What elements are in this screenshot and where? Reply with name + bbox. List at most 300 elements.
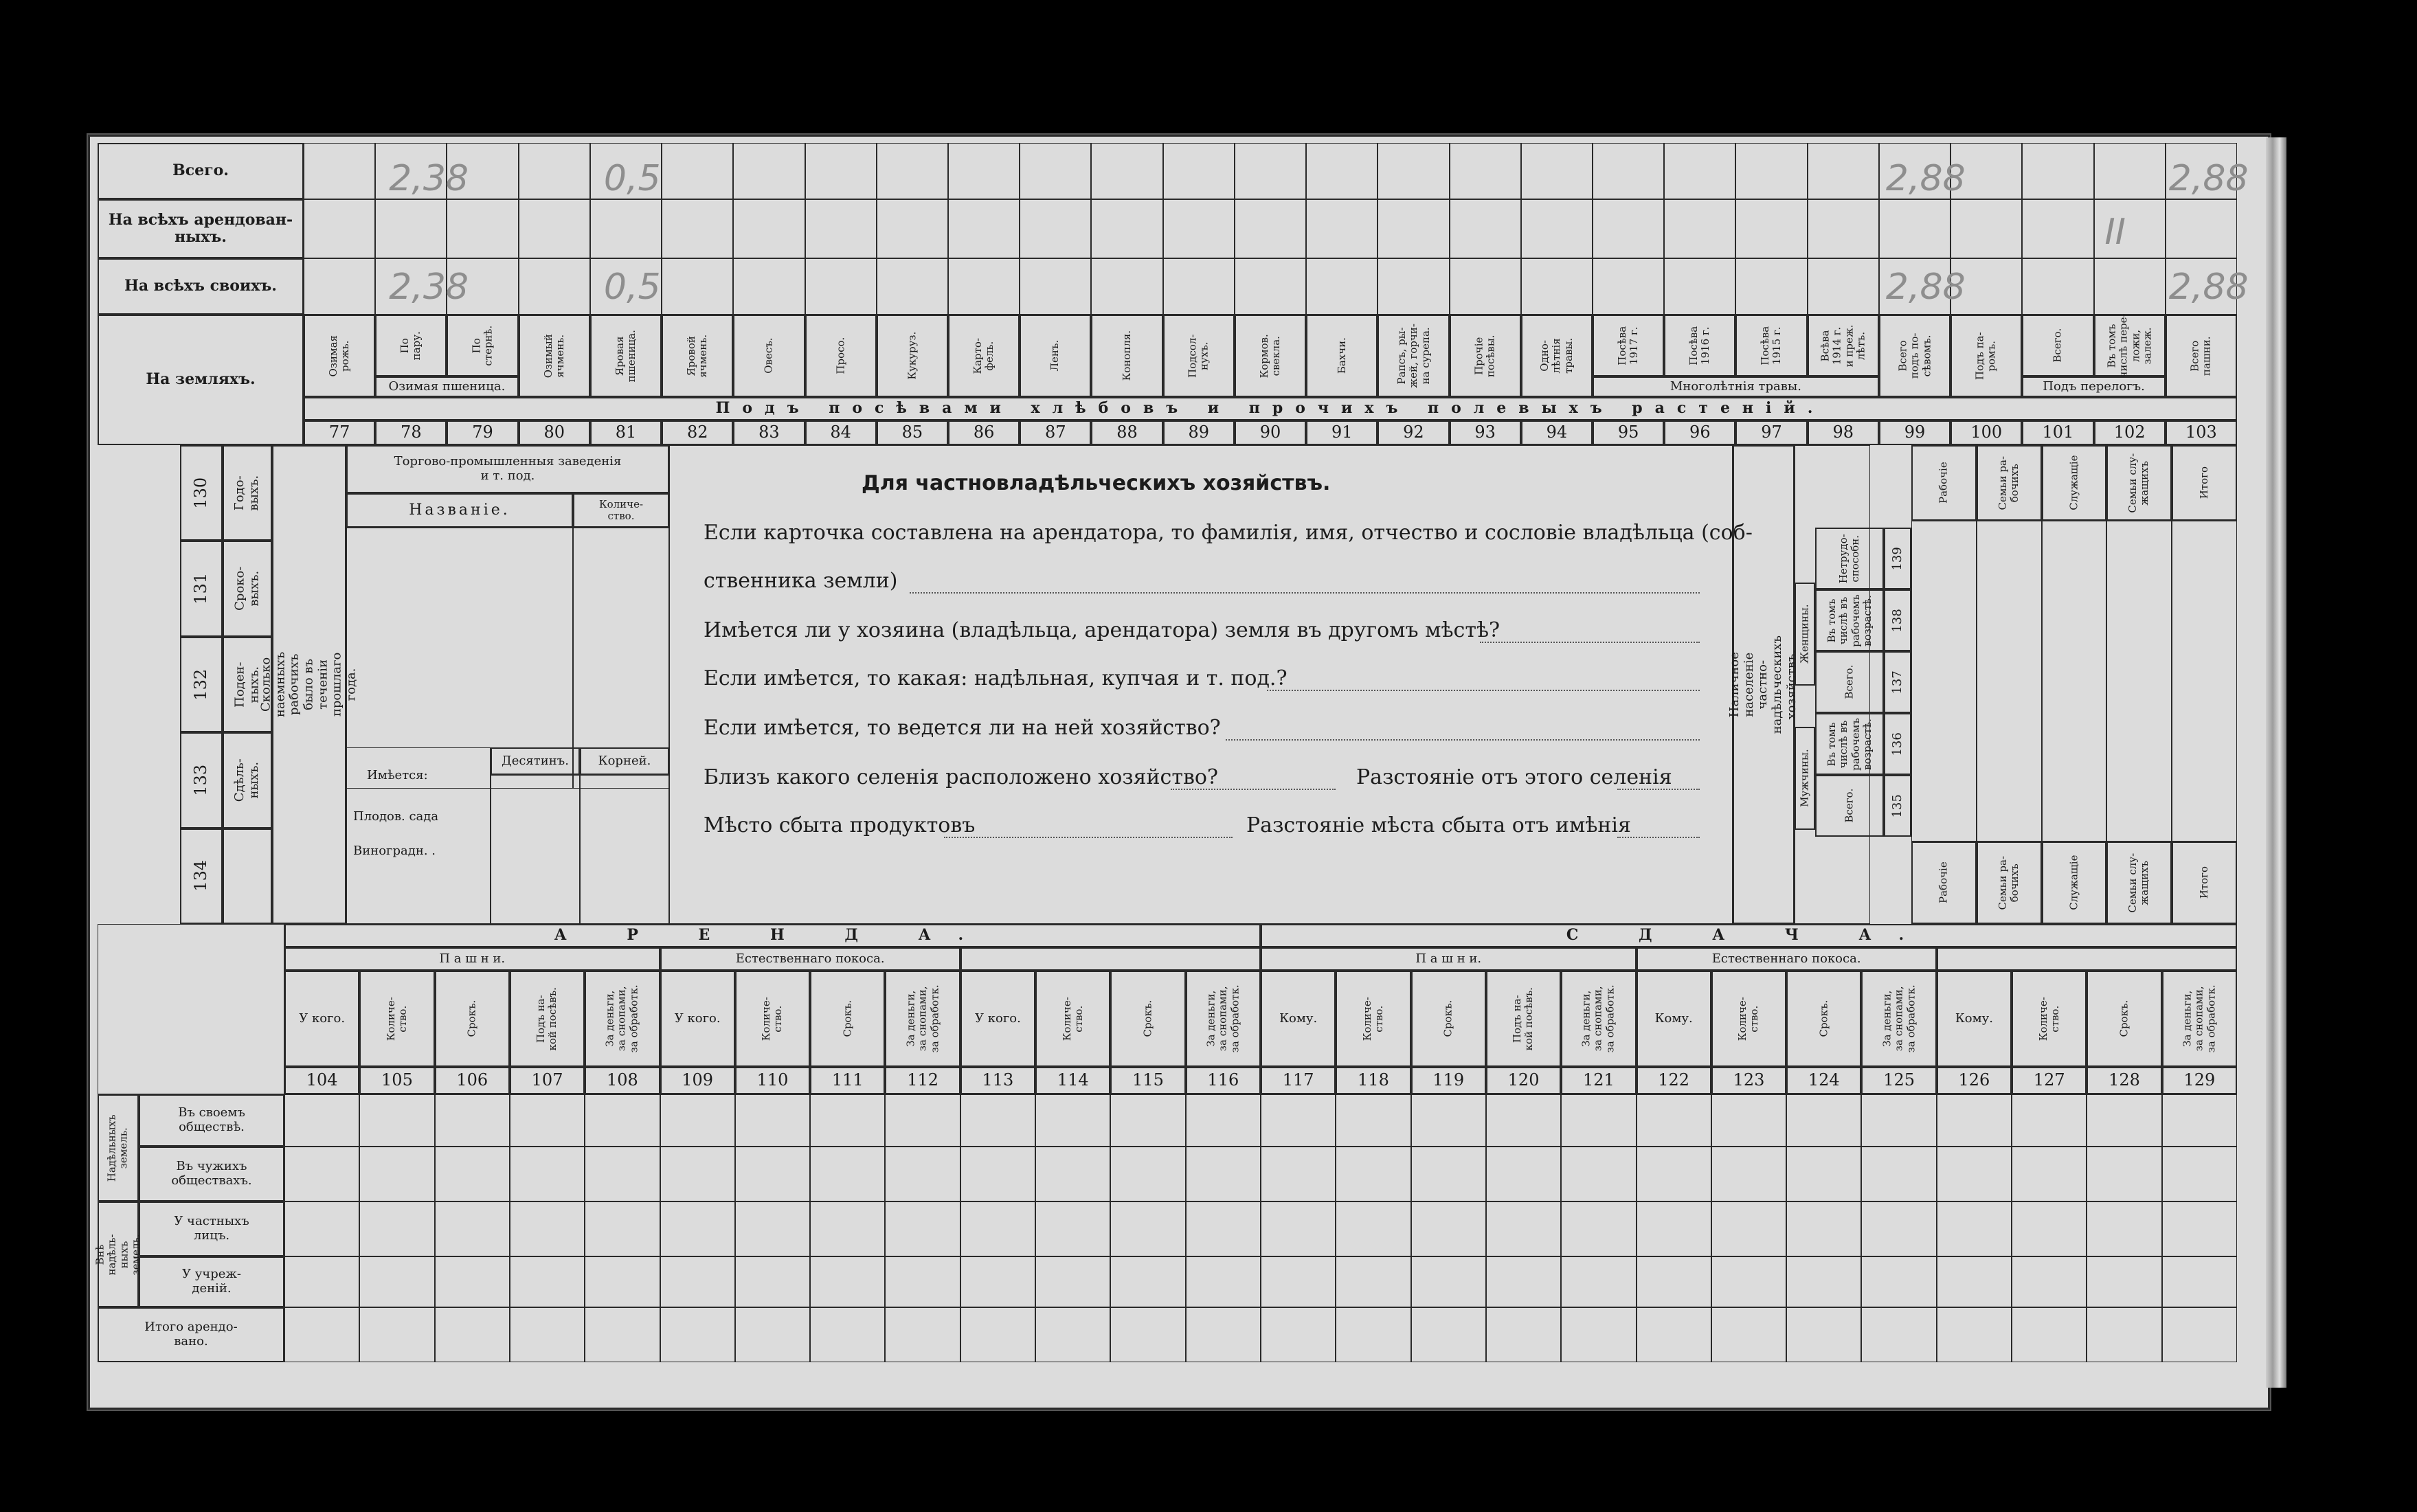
rent-column-number: 116	[1186, 1067, 1261, 1094]
right-col-footer: Рабочiе	[1911, 842, 1977, 924]
column-header: Посѣва 1917 г.	[1593, 315, 1664, 376]
rent-data-cell	[1711, 1147, 1786, 1201]
rent-column-header: Кому.	[1937, 971, 2012, 1067]
rent-data-cell	[1861, 1201, 1936, 1256]
right-col-footer: Семьи ра- бочихъ	[1977, 842, 2042, 924]
rent-data-cell	[1411, 1147, 1486, 1201]
handwritten-vsego-103: 2,88	[2168, 158, 2249, 199]
data-cell	[1306, 258, 1378, 315]
data-cell	[877, 143, 948, 199]
rent-data-cell	[735, 1201, 810, 1256]
data-cell	[2022, 143, 2093, 199]
rent-data-cell	[435, 1201, 510, 1256]
column-number: 93	[1450, 420, 1521, 445]
arenda-banner: А Р Е Н Д А.	[284, 924, 1261, 947]
distance-market-field[interactable]	[1617, 837, 1700, 838]
rent-data-cell	[1411, 1094, 1486, 1147]
sdacha-banner: С Д А Ч А.	[1261, 924, 2237, 947]
hired-label: Годо- выхъ.	[223, 445, 272, 541]
hired-number: 133	[180, 732, 223, 828]
rent-data-cell	[2012, 1201, 2087, 1256]
men-label: Мужчины.	[1795, 727, 1815, 830]
trade-qty-header: Количе- ство.	[573, 493, 669, 528]
rent-column-number: 127	[2012, 1067, 2087, 1094]
data-cell	[1521, 258, 1593, 315]
rent-column-header: Количе- ство.	[1035, 971, 1110, 1067]
data-cell	[519, 199, 590, 258]
data-cell	[590, 199, 662, 258]
rent-data-cell	[2162, 1201, 2237, 1256]
data-cell	[1378, 258, 1449, 315]
rent-data-cell	[1411, 1307, 1486, 1362]
other-land-field[interactable]	[1480, 642, 1700, 643]
column-header: Посѣва 1916 г.	[1664, 315, 1735, 376]
rent-column-number: 121	[1561, 1067, 1636, 1094]
rent-row-label: Итого арендо- вано.	[98, 1307, 284, 1362]
rent-column-number: 119	[1411, 1067, 1486, 1094]
column-header: Кормов. свекла.	[1235, 315, 1306, 397]
data-cell	[1664, 143, 1735, 199]
hired-number: 132	[180, 637, 223, 732]
rent-data-cell	[1786, 1256, 1861, 1307]
data-cell	[2094, 143, 2166, 199]
rent-column-header: Срокъ.	[1110, 971, 1185, 1067]
data-cell	[2022, 258, 2093, 315]
group-header: Естественнаго покоса.	[660, 947, 960, 971]
rent-column-number: 112	[885, 1067, 960, 1094]
rent-column-header: Срокъ.	[810, 971, 885, 1067]
rent-data-cell	[1035, 1201, 1110, 1256]
hired-number: 130	[180, 445, 223, 541]
rent-data-cell	[1861, 1147, 1936, 1201]
population-sub: Всего.	[1815, 775, 1884, 837]
rent-data-cell	[1035, 1307, 1110, 1362]
rent-data-cell	[1786, 1307, 1861, 1362]
banner-posevy: Подъ посѣвами хлѣбовъ и прочихъ полевыхъ растенiй.	[304, 397, 2237, 420]
rent-data-cell	[735, 1147, 810, 1201]
rent-data-cell	[1561, 1307, 1636, 1362]
handwritten-svoikh-99: 2,88	[1885, 267, 1966, 308]
rent-data-cell	[1261, 1201, 1336, 1256]
village-field[interactable]	[1171, 789, 1336, 790]
rent-data-cell	[885, 1307, 960, 1362]
rent-column-header: Количе- ство.	[359, 971, 434, 1067]
rent-data-cell	[1937, 1201, 2012, 1256]
population-number: 138	[1884, 589, 1911, 651]
data-cell	[877, 258, 948, 315]
rent-data-cell	[1637, 1201, 1711, 1256]
hired-number: 134	[180, 828, 223, 924]
right-col-header: Служащiе	[2042, 445, 2107, 521]
right-col-header: Итого	[2172, 445, 2237, 521]
rent-data-cell	[284, 1201, 359, 1256]
hired-caption: Сколько наемныхъ рабочихъ было въ теченiи прошлаго года.	[272, 445, 346, 924]
subheader-mnogoletnie: Многолѣтнiя травы.	[1593, 376, 1879, 397]
column-number: 83	[733, 420, 805, 445]
column-header: Всего.	[2022, 315, 2093, 376]
rent-column-header: Кому.	[1261, 971, 1336, 1067]
rent-column-header: Срокъ.	[2087, 971, 2161, 1067]
form-question: Если карточка составлена на арендатора, то фамилiя, имя, отчество и сословiе владѣльца (соб-	[704, 521, 1753, 545]
farm-field[interactable]	[1226, 739, 1700, 741]
data-cell	[1664, 258, 1735, 315]
rent-column-header: Срокъ.	[435, 971, 510, 1067]
rent-data-cell	[2012, 1307, 2087, 1362]
data-cell	[733, 143, 805, 199]
group-header: П а ш н и.	[284, 947, 660, 971]
rent-row-label: Въ своемъ обществѣ.	[139, 1094, 284, 1147]
data-cell	[1450, 143, 1521, 199]
vnenadel-label: Внѣ надѣль- ныхъ земель.	[98, 1201, 139, 1307]
data-cell	[1450, 199, 1521, 258]
column-number: 89	[1163, 420, 1235, 445]
right-col-cell	[1977, 521, 2042, 842]
data-cell	[1735, 199, 1807, 258]
rent-data-cell	[960, 1201, 1035, 1256]
rent-data-cell	[1110, 1201, 1185, 1256]
hired-number: 131	[180, 541, 223, 636]
data-cell	[1091, 258, 1162, 315]
rent-data-cell	[2012, 1256, 2087, 1307]
row-label: На всѣхъ арендован- ныхъ.	[98, 199, 304, 258]
rent-data-cell	[2087, 1256, 2161, 1307]
rent-data-cell	[1261, 1094, 1336, 1147]
rent-data-cell	[1035, 1147, 1110, 1201]
column-header: Рапсъ, ры- жей, горчи- на сурепа.	[1378, 315, 1449, 397]
rent-column-number: 113	[960, 1067, 1035, 1094]
column-number: 97	[1735, 420, 1807, 445]
rent-data-cell	[510, 1201, 585, 1256]
column-number: 92	[1378, 420, 1449, 445]
data-cell	[447, 199, 518, 258]
data-cell	[1735, 143, 1807, 199]
column-number: 99	[1879, 420, 1951, 445]
distance-village-label: Разстоянiе отъ этого селенiя	[1356, 765, 1672, 789]
rent-data-cell	[1937, 1094, 2012, 1147]
bottom-corner	[98, 924, 284, 1094]
rent-data-cell	[1937, 1307, 2012, 1362]
form-title: Для частновладѣльческихъ хозяйствъ.	[862, 471, 1331, 495]
rent-column-number: 129	[2162, 1067, 2237, 1094]
rent-data-cell	[1110, 1307, 1185, 1362]
column-number: 84	[805, 420, 877, 445]
rent-data-cell	[885, 1256, 960, 1307]
rent-data-cell	[1110, 1256, 1185, 1307]
rent-data-cell	[1186, 1307, 1261, 1362]
rent-data-cell	[1637, 1094, 1711, 1147]
imeetsya-label: Имѣется:	[367, 768, 428, 782]
rent-column-header: За деньги, за снопами, за обработк.	[1861, 971, 1936, 1067]
orchard-label: Плодов. сада	[353, 809, 439, 824]
data-cell	[1593, 199, 1664, 258]
rent-data-cell	[2162, 1094, 2237, 1147]
owner-field[interactable]	[910, 592, 1700, 594]
rent-column-header: За деньги, за снопами, за обработк.	[885, 971, 960, 1067]
rent-data-cell	[1336, 1147, 1410, 1201]
rent-data-cell	[1711, 1094, 1786, 1147]
column-number: 103	[2166, 420, 2237, 445]
rent-data-cell	[960, 1094, 1035, 1147]
form-question: Если имѣется, то ведется ли на ней хозяйство?	[704, 716, 1221, 740]
data-cell	[1664, 199, 1735, 258]
distance-market-label: Разстоянiе мѣста сбыта отъ имѣнiя	[1246, 813, 1631, 837]
column-header: Одно- лѣтнiя травы.	[1521, 315, 1593, 397]
rent-data-cell	[284, 1147, 359, 1201]
handwritten-svoikh-81: 0,5	[603, 267, 661, 308]
data-cell	[1735, 258, 1807, 315]
rent-column-number: 115	[1110, 1067, 1185, 1094]
rent-data-cell	[1336, 1201, 1410, 1256]
rent-data-cell	[1035, 1094, 1110, 1147]
column-header: По стернѣ.	[447, 315, 518, 376]
column-header: Конопля.	[1091, 315, 1162, 397]
rent-column-header: У кого.	[960, 971, 1035, 1067]
rent-data-cell	[1637, 1147, 1711, 1201]
group-header	[960, 947, 1261, 971]
data-cell	[805, 143, 877, 199]
data-cell	[1450, 258, 1521, 315]
rent-column-number: 117	[1261, 1067, 1336, 1094]
handwritten-mark: II	[2104, 212, 2126, 253]
rent-data-cell	[1261, 1147, 1336, 1201]
data-cell	[1235, 258, 1306, 315]
column-header: Въ томъ числѣ пере- ложи, залеж.	[2094, 315, 2166, 376]
rent-data-cell	[885, 1094, 960, 1147]
rent-data-cell	[585, 1094, 660, 1147]
data-cell	[1020, 199, 1091, 258]
rent-data-cell	[359, 1147, 434, 1201]
column-number: 91	[1306, 420, 1378, 445]
rent-column-header: Количе- ство.	[2012, 971, 2087, 1067]
data-cell	[1808, 143, 1879, 199]
column-number: 86	[948, 420, 1020, 445]
rent-data-cell	[1110, 1094, 1185, 1147]
rent-data-cell	[435, 1147, 510, 1201]
rent-column-header: За деньги, за снопами, за обработк.	[2162, 971, 2237, 1067]
rent-data-cell	[1336, 1307, 1410, 1362]
column-number: 98	[1808, 420, 1879, 445]
data-cell	[662, 199, 733, 258]
data-cell	[1235, 199, 1306, 258]
rent-row-label: Въ чужихъ обществахъ.	[139, 1147, 284, 1201]
rent-data-cell	[1561, 1256, 1636, 1307]
data-cell	[1951, 199, 2022, 258]
rent-data-cell	[810, 1201, 885, 1256]
rent-data-cell	[585, 1256, 660, 1307]
rent-data-cell	[1561, 1201, 1636, 1256]
rent-data-cell	[1411, 1256, 1486, 1307]
rent-column-header: Срокъ.	[1786, 971, 1861, 1067]
form-question: Если имѣется, то какая: надѣльная, купчая и т. под.?	[704, 666, 1288, 690]
column-number: 87	[1020, 420, 1091, 445]
data-cell	[1378, 199, 1449, 258]
hired-label	[223, 828, 272, 924]
population-sub: Всего.	[1815, 651, 1884, 713]
desyatin-cell	[491, 775, 580, 924]
rent-data-cell	[735, 1094, 810, 1147]
column-header: Ленъ.	[1020, 315, 1091, 397]
rent-column-number: 108	[585, 1067, 660, 1094]
trade-title: Торгово-промышленныя заведенiя и т. под.	[346, 445, 669, 493]
rent-data-cell	[885, 1147, 960, 1201]
hired-label: Сроко- выхъ.	[223, 541, 272, 636]
rent-data-cell	[510, 1307, 585, 1362]
rent-data-cell	[359, 1201, 434, 1256]
rent-data-cell	[435, 1256, 510, 1307]
column-number: 102	[2094, 420, 2166, 445]
column-number: 88	[1091, 420, 1162, 445]
group-header	[1937, 947, 2237, 971]
data-cell	[1235, 143, 1306, 199]
rent-data-cell	[1486, 1307, 1561, 1362]
rent-data-cell	[1336, 1094, 1410, 1147]
column-number: 81	[590, 420, 662, 445]
rent-data-cell	[1786, 1201, 1861, 1256]
column-number: 85	[877, 420, 948, 445]
column-header: Посѣва 1915 г.	[1735, 315, 1807, 376]
rent-data-cell	[810, 1256, 885, 1307]
rent-data-cell	[510, 1256, 585, 1307]
form-question: Имѣется ли у хозяина (владѣльца, арендатора) земля въ другомъ мѣстѣ?	[704, 618, 1500, 642]
rent-column-header: За деньги, за снопами, за обработк.	[585, 971, 660, 1067]
rent-data-cell	[1937, 1256, 2012, 1307]
column-header: По пару.	[375, 315, 447, 376]
data-cell	[733, 199, 805, 258]
data-cell	[1306, 143, 1378, 199]
rent-column-header: За деньги, за снопами, за обработк.	[1186, 971, 1261, 1067]
rent-data-cell	[1110, 1147, 1185, 1201]
rent-column-header: Срокъ.	[1411, 971, 1486, 1067]
rent-column-number: 114	[1035, 1067, 1110, 1094]
rent-data-cell	[660, 1147, 735, 1201]
rent-data-cell	[660, 1307, 735, 1362]
rent-data-cell	[1937, 1147, 2012, 1201]
data-cell	[1808, 258, 1879, 315]
column-header: Подсол- нухъ.	[1163, 315, 1235, 397]
data-cell	[1163, 258, 1235, 315]
rent-data-cell	[585, 1307, 660, 1362]
rent-data-cell	[585, 1201, 660, 1256]
rent-data-cell	[1261, 1256, 1336, 1307]
rent-data-cell	[1411, 1201, 1486, 1256]
population-sub: Въ томъ числѣ въ рабочемъ возрастѣ.	[1815, 713, 1884, 775]
rent-column-number: 128	[2087, 1067, 2161, 1094]
column-header: Просо.	[805, 315, 877, 397]
data-cell	[519, 258, 590, 315]
data-cell	[733, 258, 805, 315]
rent-row-label: У частныхъ лицъ.	[139, 1201, 284, 1256]
rent-data-cell	[1486, 1147, 1561, 1201]
rent-data-cell	[510, 1094, 585, 1147]
rent-data-cell	[1186, 1256, 1261, 1307]
column-number: 101	[2022, 420, 2093, 445]
right-col-header: Семьи слу- жащихъ	[2106, 445, 2172, 521]
distance-village-field[interactable]	[1617, 789, 1700, 790]
data-cell	[1521, 199, 1593, 258]
land-type-field[interactable]	[1267, 690, 1700, 691]
rent-data-cell	[1637, 1256, 1711, 1307]
rent-data-cell	[2012, 1147, 2087, 1201]
rent-data-cell	[1711, 1256, 1786, 1307]
data-cell	[304, 143, 375, 199]
rent-data-cell	[1336, 1256, 1410, 1307]
rent-data-cell	[735, 1256, 810, 1307]
vineyard-label: Виноградн. .	[353, 844, 436, 858]
column-number: 78	[375, 420, 447, 445]
trade-name-header: Названiе.	[346, 493, 573, 528]
rent-column-number: 109	[660, 1067, 735, 1094]
column-number: 94	[1521, 420, 1593, 445]
data-cell	[877, 199, 948, 258]
rent-data-cell	[2162, 1256, 2237, 1307]
rent-data-cell	[585, 1147, 660, 1201]
right-col-footer: Итого	[2172, 842, 2237, 924]
group-header: Естественнаго покоса.	[1637, 947, 1937, 971]
column-header: Озимый ячмень.	[519, 315, 590, 397]
rent-data-cell	[960, 1147, 1035, 1201]
rent-column-number: 122	[1637, 1067, 1711, 1094]
rent-data-cell	[284, 1256, 359, 1307]
population-number: 139	[1884, 528, 1911, 589]
rent-column-number: 104	[284, 1067, 359, 1094]
right-col-cell	[2172, 521, 2237, 842]
rent-data-cell	[1186, 1147, 1261, 1201]
rent-data-cell	[1861, 1256, 1936, 1307]
data-cell	[1020, 258, 1091, 315]
rent-data-cell	[1861, 1094, 1936, 1147]
market-field[interactable]	[944, 837, 1233, 838]
column-number: 96	[1664, 420, 1735, 445]
data-cell	[1879, 199, 1951, 258]
right-col-footer: Семьи слу- жащихъ	[2106, 842, 2172, 924]
rent-data-cell	[2087, 1147, 2161, 1201]
data-cell	[805, 258, 877, 315]
nadel-label: Надѣльныхъ земель.	[98, 1094, 139, 1201]
rent-row-label: У учреж- денiй.	[139, 1256, 284, 1307]
column-header: Яровой ячмень.	[662, 315, 733, 397]
rent-column-number: 106	[435, 1067, 510, 1094]
data-cell	[662, 258, 733, 315]
rent-data-cell	[810, 1307, 885, 1362]
rent-column-number: 124	[1786, 1067, 1861, 1094]
hired-label: Поден- ныхъ.	[223, 637, 272, 732]
rent-column-header: У кого.	[284, 971, 359, 1067]
column-number: 80	[519, 420, 590, 445]
rent-data-cell	[1711, 1307, 1786, 1362]
rent-data-cell	[735, 1307, 810, 1362]
rent-data-cell	[1186, 1201, 1261, 1256]
women-label: Женщины.	[1795, 583, 1815, 686]
data-cell	[948, 199, 1020, 258]
data-cell	[1163, 143, 1235, 199]
rent-data-cell	[284, 1307, 359, 1362]
data-cell	[304, 258, 375, 315]
rent-data-cell	[660, 1256, 735, 1307]
rent-data-cell	[810, 1147, 885, 1201]
rent-data-cell	[1035, 1256, 1110, 1307]
right-col-cell	[2106, 521, 2172, 842]
desyatin-header: Десятинъ.	[491, 747, 580, 775]
population-sub: Нетрудо- способн.	[1815, 528, 1884, 589]
right-col-header: Семьи ра- бочихъ	[1977, 445, 2042, 521]
handwritten-svoikh-78: 2,38	[389, 267, 469, 308]
handwritten-vsego-78: 2,38	[389, 158, 469, 199]
column-number: 79	[447, 420, 518, 445]
rent-data-cell	[1486, 1256, 1561, 1307]
rent-column-number: 126	[1937, 1067, 2012, 1094]
data-cell	[1091, 199, 1162, 258]
column-header: Овесъ.	[733, 315, 805, 397]
